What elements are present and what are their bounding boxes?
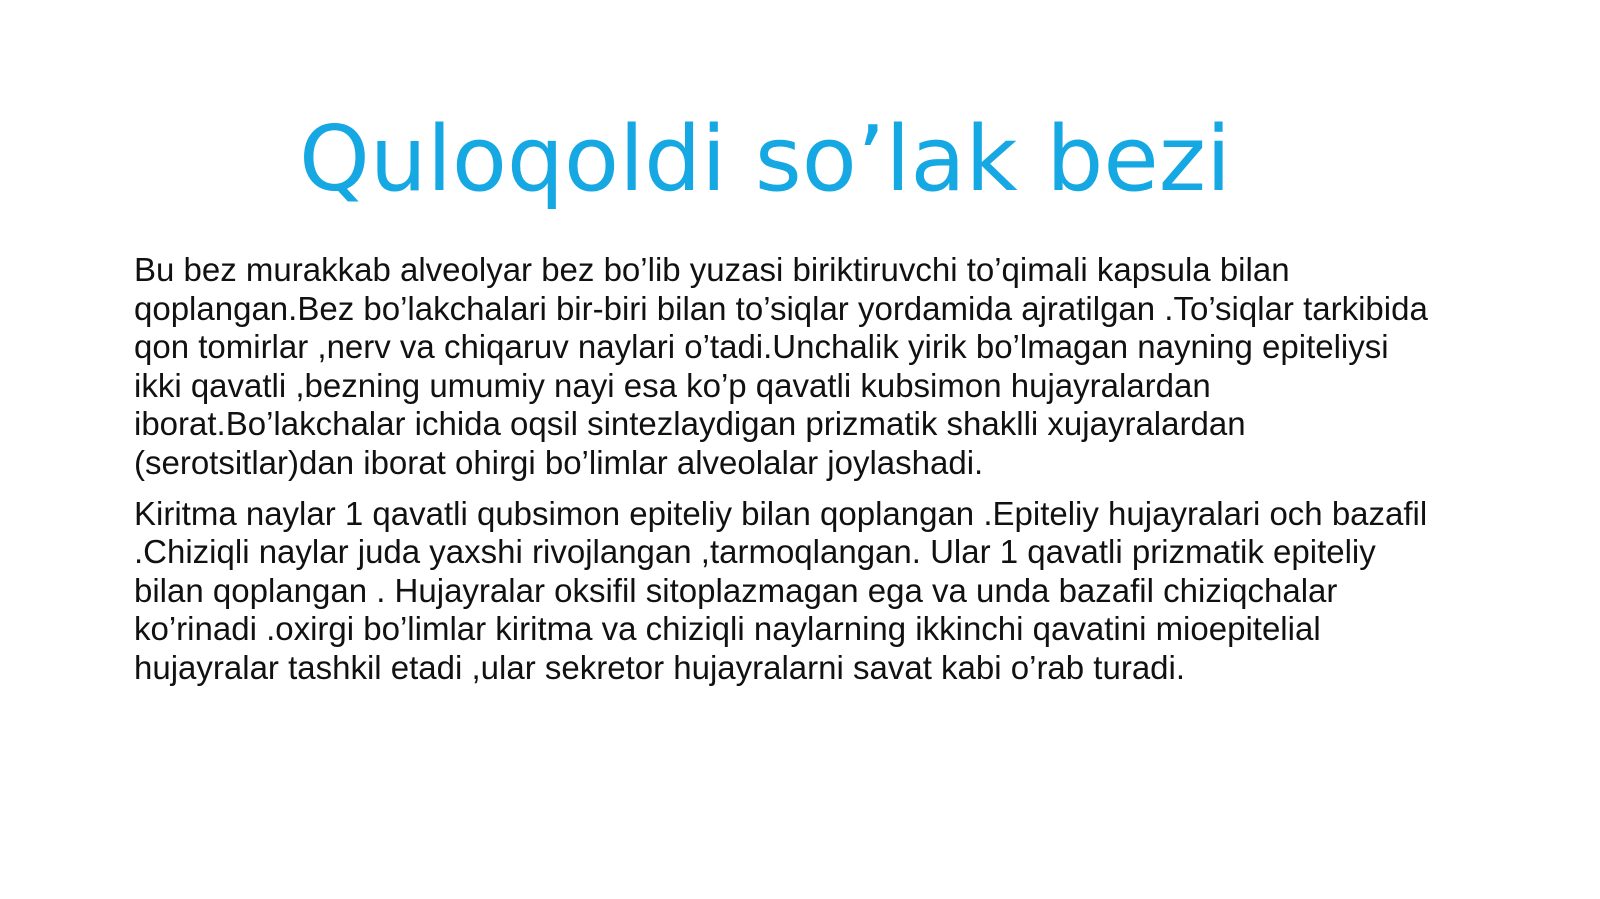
body-paragraph-1: Bu bez murakkab alveolyar bez bo’lib yuzasi biriktiruvchi to’qimali kapsula bilan qoplangan.Bez bo’lakchalari bir-biri bilan to’siqlar yordamida ajratilgan .To’siqlar tarkibida qon tomirlar ,nerv va chiqaruv naylari o’tadi.Unchalik yirik bo’lmagan nayning epiteliysi ikki qavatli ,bezning umumiy nayi esa ko’p qavatli kubsimon hujayralardan iborat.Bo’lakchalar ichida oqsil sintezlaydigan prizmatik shaklli xujayralardan (serotsitlar)dan iborat ohirgi bo’limlar alveolalar joylashadi. xyxy=(134,251,1428,481)
slide-body xyxy=(134,251,1444,688)
slide-title: Quloqoldi so’lak bezi xyxy=(298,107,1232,212)
body-paragraph-2: Kiritma naylar 1 qavatli qubsimon epiteliy bilan qoplangan .Epiteliy hujayralari och bazafil .Chiziqli naylar juda yaxshi rivojlangan ,tarmoqlangan. Ular 1 qavatli prizmatik epiteliy bilan qoplangan . Hujayralar oksifil sitoplazmagan ega va unda bazafil chiziqchalar ko’rinadi .oxirgi bo’limlar kiritma va chiziqli naylarning ikkinchi qavatini mioepitelial hujayralar tashkil etadi ,ular sekretor hujayralarni savat kabi o’rab turadi. xyxy=(134,494,1428,686)
